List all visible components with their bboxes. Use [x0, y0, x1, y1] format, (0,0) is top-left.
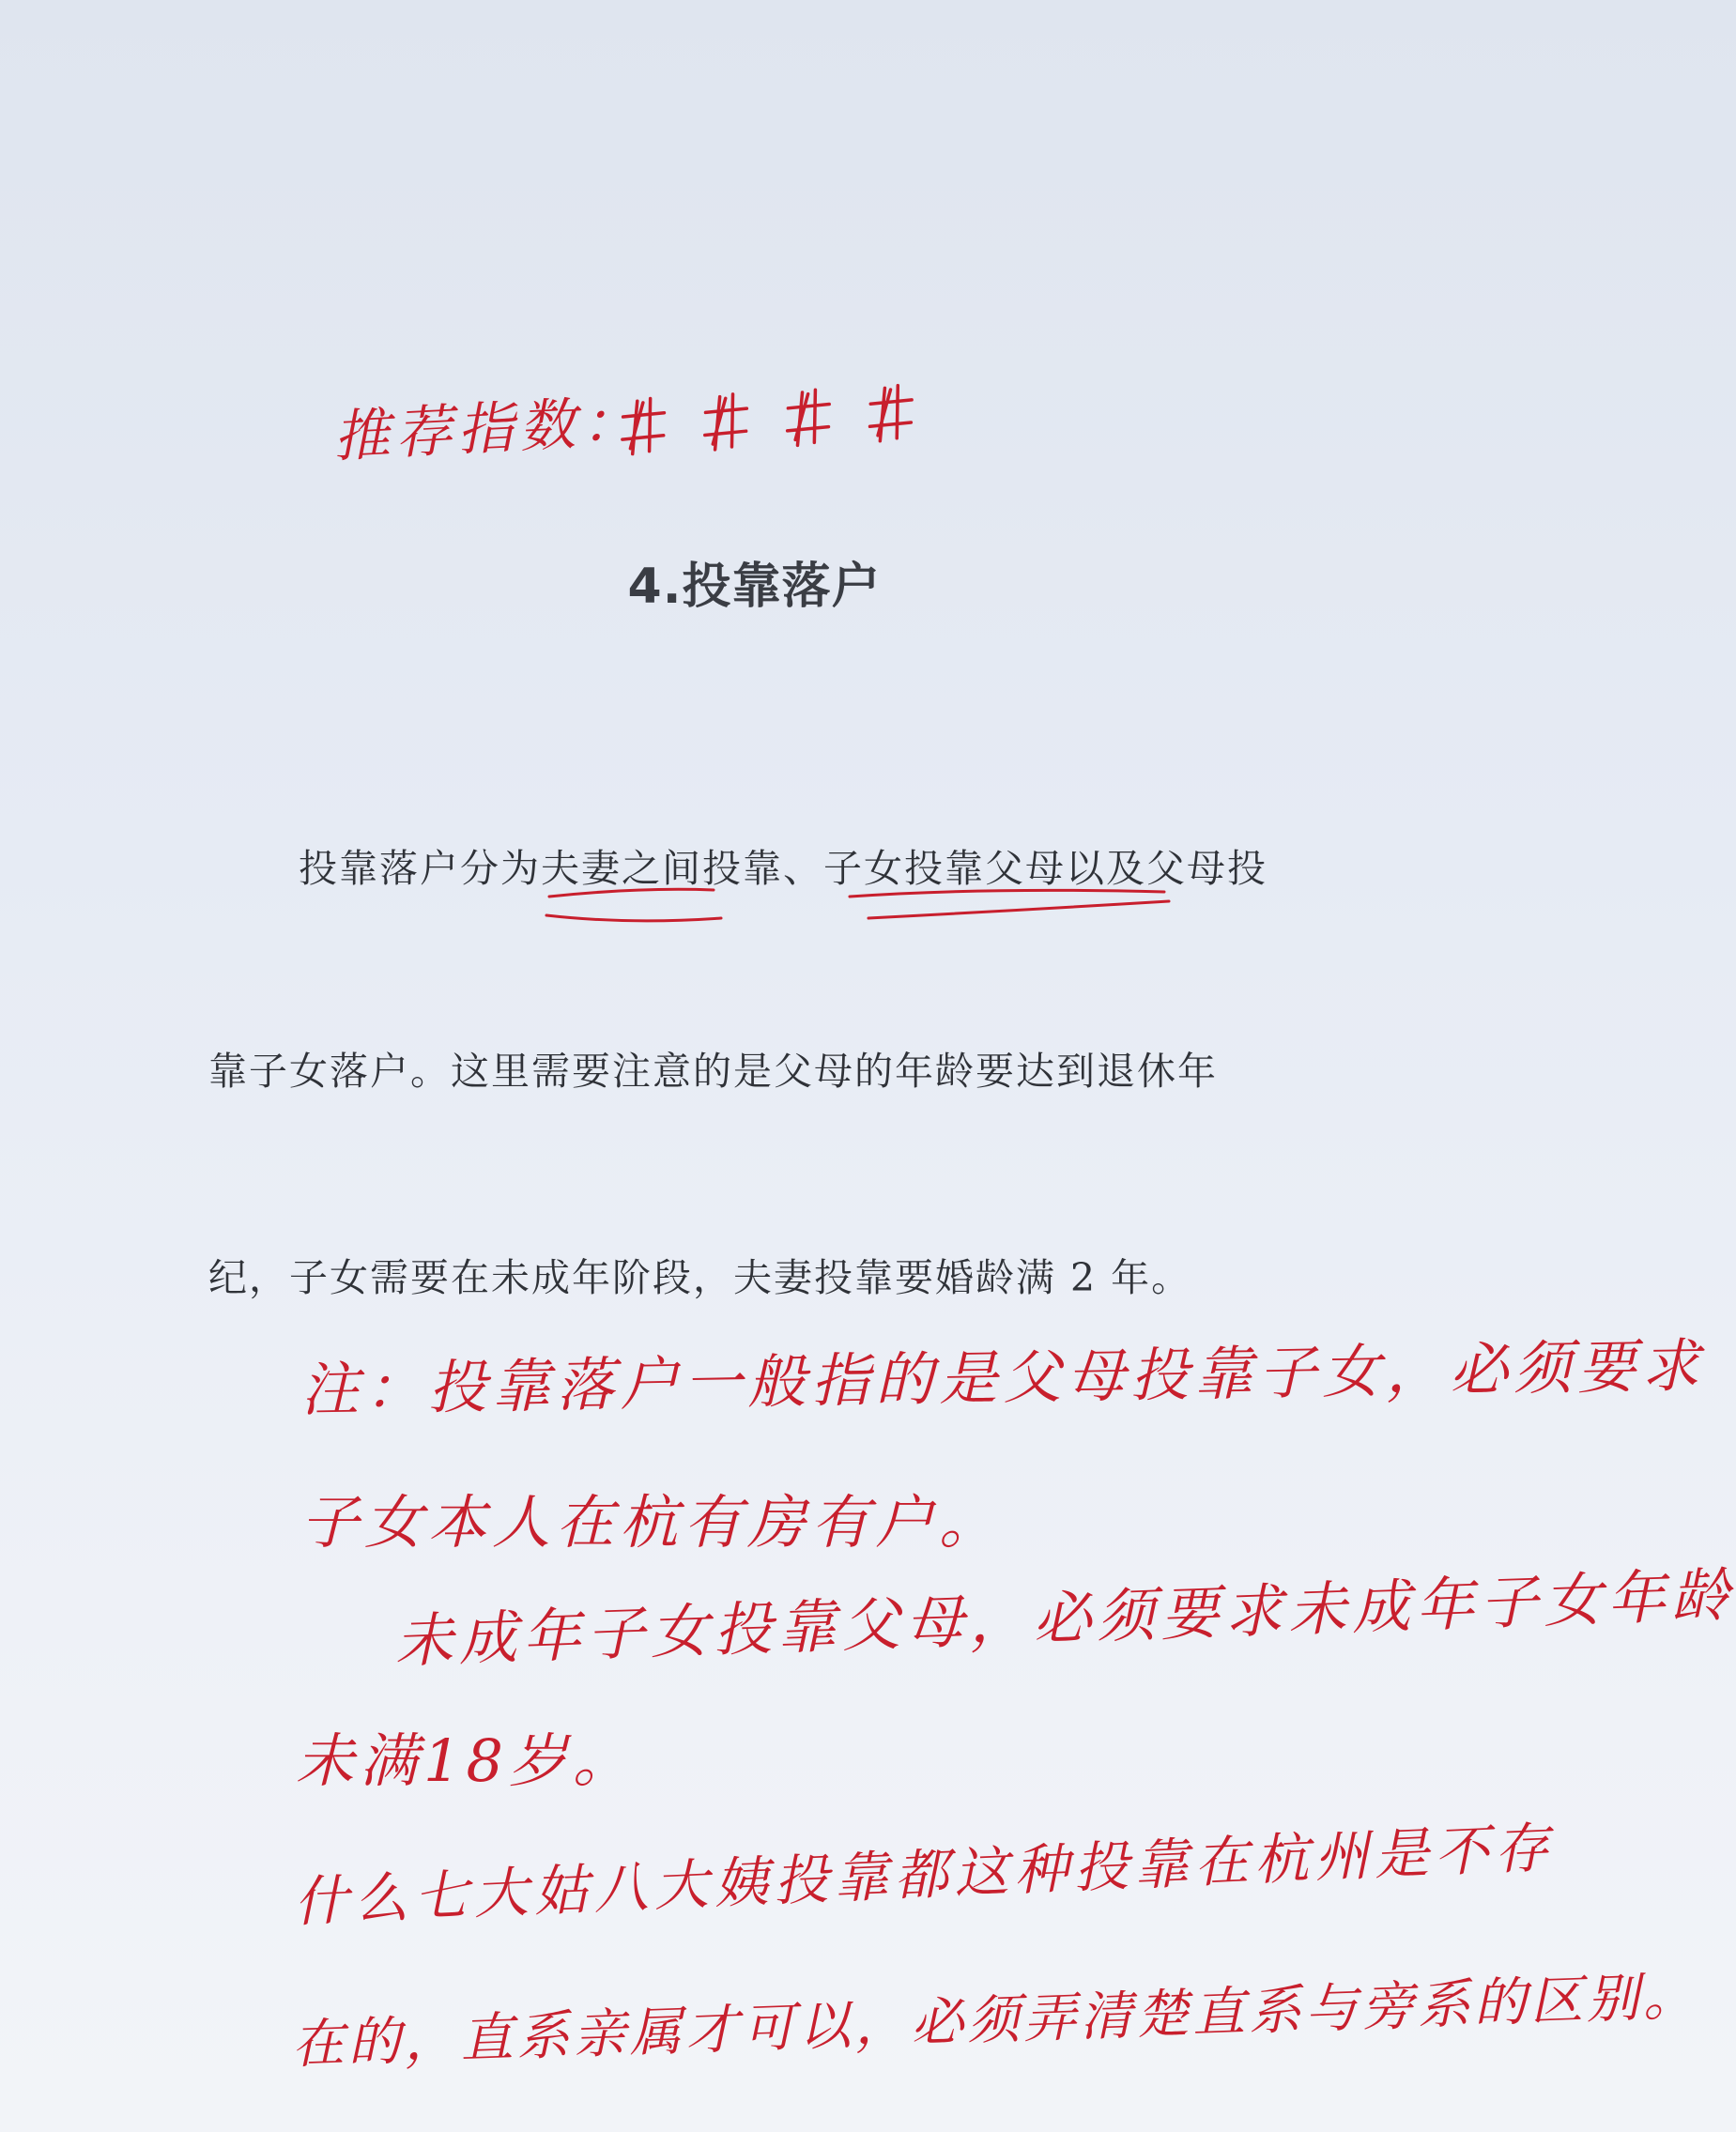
star-icon	[856, 378, 926, 448]
paragraph-line-2: 靠子女落户。这里需要注意的是父母的年龄要达到退休年	[208, 1049, 1218, 1094]
handwritten-note-line-2: 子女本人在杭有房有户。	[300, 1488, 1004, 1557]
handwritten-note-line-1: 注：投靠落户一般指的是父母投靠子女，必须要求	[300, 1330, 1706, 1425]
section-title: 4.投靠落户	[627, 559, 882, 615]
star-icon	[608, 391, 678, 461]
handwritten-note-line-4: 未满18岁。	[296, 1726, 637, 1795]
underline-children	[850, 890, 1169, 918]
handwritten-note-line-5: 什么七大姑八大姨投靠都这种投靠在杭州是不存	[292, 1815, 1557, 1935]
underline-spouse	[546, 889, 721, 921]
star-icon	[774, 383, 843, 452]
paragraph-line-1: 投靠落户分为夫妻之间投靠、子女投靠父母以及父母投	[299, 846, 1267, 891]
star-icon	[691, 388, 760, 457]
paragraph-line-3: 纪，子女需要在未成年阶段，夫妻投靠要婚龄满 2 年。	[208, 1255, 1192, 1300]
handwritten-note-line-6: 在的，直系亲属才可以，必须弄清楚直系与旁系的区别。	[290, 1965, 1700, 2077]
rating-stars	[608, 378, 925, 460]
rating-label: 推荐指数：	[331, 388, 645, 470]
handwritten-note-line-3: 未成年子女投靠父母，必须要求未成年子女年龄	[393, 1560, 1736, 1676]
